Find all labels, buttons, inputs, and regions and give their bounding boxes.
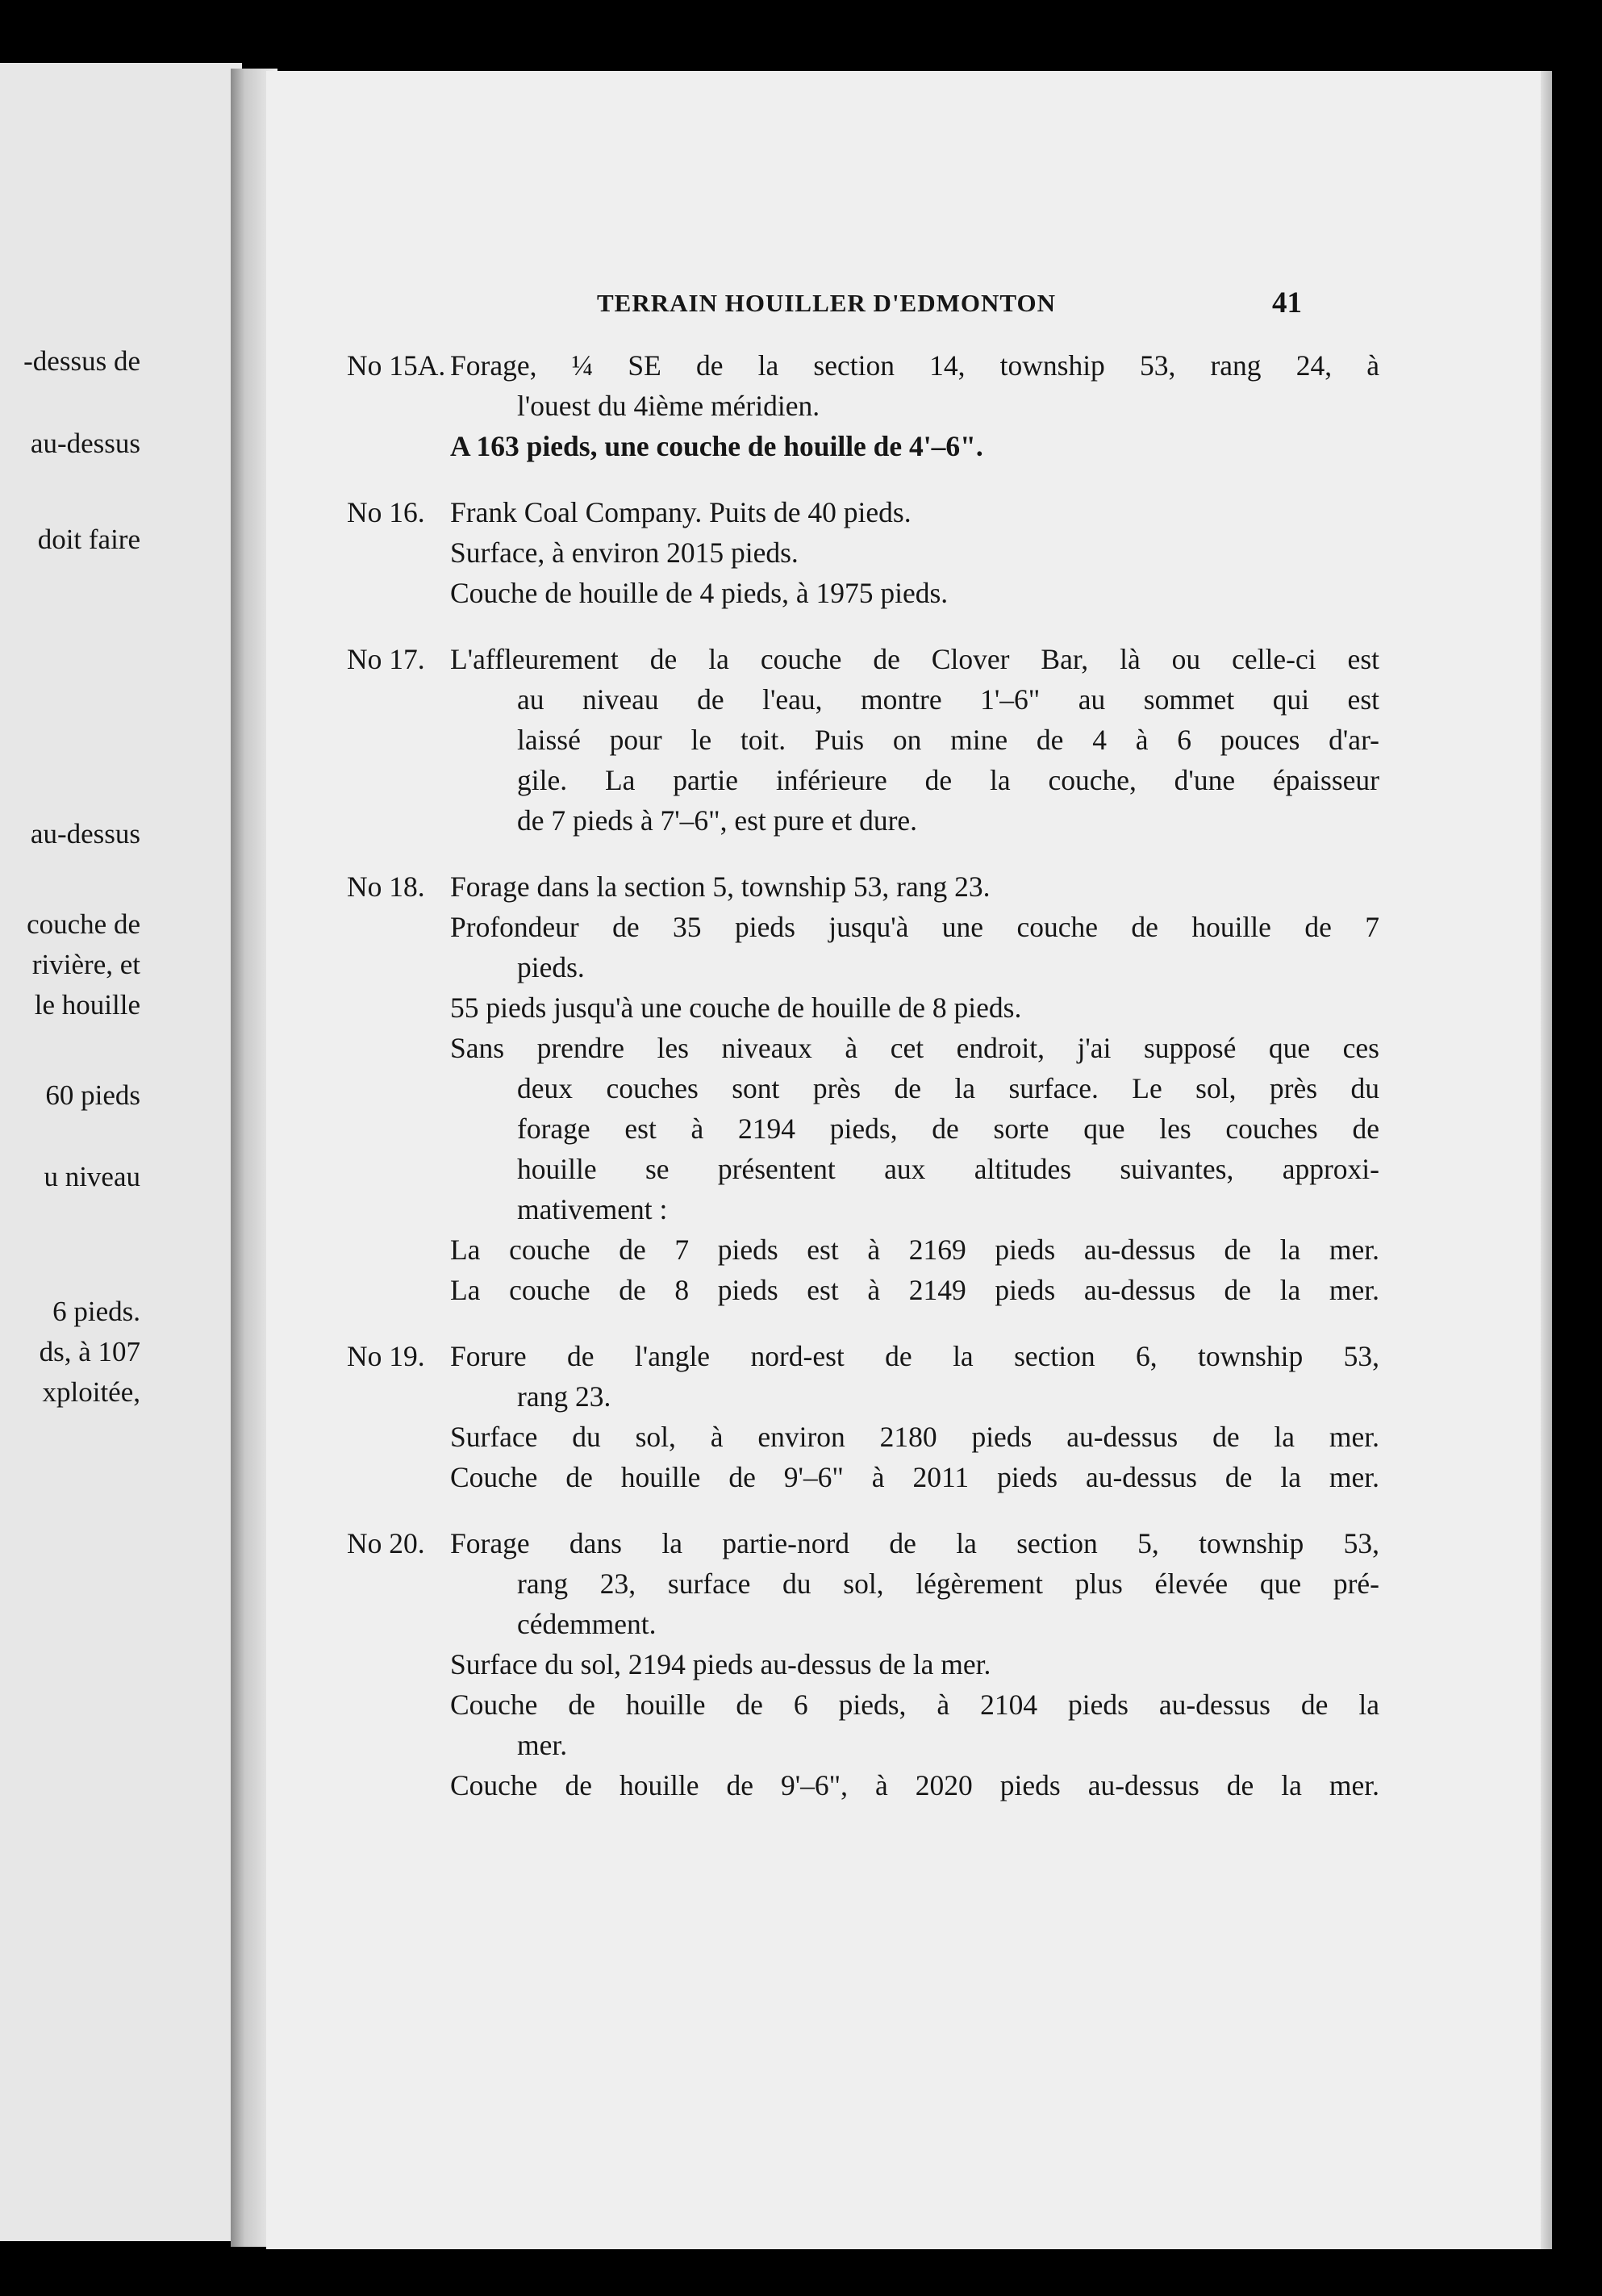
entry-line: 55 pieds jusqu'à une couche de houille de 8 pieds. xyxy=(450,991,1022,1024)
entry-number: No 15A. xyxy=(347,349,446,382)
entry-16 xyxy=(347,492,1379,613)
left-page-fragment: au-dessus xyxy=(30,428,140,459)
book-page xyxy=(266,71,1552,2249)
entry-line: l'ouest du 4ième méridien. xyxy=(517,390,820,422)
entry-line: Couche de houille de 9'–6" à 2011 pieds au-dessus de la mer. xyxy=(450,1461,1379,1493)
entry-line: La couche de 8 pieds est à 2149 pieds au-dessus de la mer. xyxy=(450,1274,1379,1306)
entry-line: deux couches sont près de la surface. Le sol, près du xyxy=(517,1072,1379,1104)
page-body xyxy=(347,345,1379,1831)
entry-line: pieds. xyxy=(517,951,585,983)
left-page-fragment: xploitée, xyxy=(42,1376,140,1408)
entry-19 xyxy=(347,1336,1379,1497)
entry-line: L'affleurement de la couche de Clover Bar, là ou celle-ci est xyxy=(450,643,1379,675)
entry-line: de 7 pieds à 7'–6", est pure et dure. xyxy=(517,804,918,837)
entry-line: Surface du sol, à environ 2180 pieds au-dessus de la mer. xyxy=(450,1421,1379,1453)
entry-17 xyxy=(347,639,1379,841)
entry-line: mativement : xyxy=(517,1193,668,1225)
entry-line: Couche de houille de 4 pieds, à 1975 pieds. xyxy=(450,577,949,609)
left-page-fragment: -dessus de xyxy=(23,345,140,377)
entry-line: gile. La partie inférieure de la couche, d'une épaisseur xyxy=(517,764,1379,796)
entry-line: houille se présentent aux altitudes suivantes, approxi- xyxy=(517,1153,1379,1185)
entry-line: Surface du sol, 2194 pieds au-dessus de la mer. xyxy=(450,1648,991,1680)
entry-line: Forure de l'angle nord-est de la section 6, township 53, xyxy=(450,1340,1379,1372)
entry-line: Sans prendre les niveaux à cet endroit, j'ai supposé que ces xyxy=(450,1032,1379,1064)
entry-15a xyxy=(347,345,1379,466)
page-header xyxy=(266,286,1552,329)
entry-number: No 16. xyxy=(347,496,425,528)
left-page-fragment: 60 pieds xyxy=(45,1079,140,1111)
left-page-fragment: le houille xyxy=(34,989,140,1021)
page-edge-shadow xyxy=(1541,71,1552,2249)
page-number: 41 xyxy=(1272,286,1302,319)
left-page-fragment: rivière, et xyxy=(31,949,140,980)
entry-line: Surface, à environ 2015 pieds. xyxy=(450,536,799,569)
entry-number: No 19. xyxy=(347,1340,425,1372)
left-page-fragment: 6 pieds. xyxy=(52,1296,140,1327)
entry-20 xyxy=(347,1523,1379,1805)
entry-line: Forage dans la section 5, township 53, rang 23. xyxy=(450,870,991,903)
entry-line: Frank Coal Company. Puits de 40 pieds. xyxy=(450,496,912,528)
entry-line: Couche de houille de 9'–6", à 2020 pieds au-dessus de la mer. xyxy=(450,1769,1379,1801)
entry-number: No 20. xyxy=(347,1527,425,1559)
entry-line: Forage dans la partie-nord de la section 5, township 53, xyxy=(450,1527,1379,1559)
entry-line: Profondeur de 35 pieds jusqu'à une couche de houille de 7 xyxy=(450,911,1379,943)
entry-line: cédemment. xyxy=(517,1608,657,1640)
left-page-fragment: au-dessus xyxy=(30,818,140,850)
entry-line: rang 23, surface du sol, légèrement plus élevée que pré- xyxy=(517,1568,1379,1600)
entry-number: No 17. xyxy=(347,643,425,675)
left-page-fragment: u niveau xyxy=(44,1161,140,1192)
left-page-fragment: couche de xyxy=(27,908,140,940)
entry-number: No 18. xyxy=(347,870,425,903)
entry-18 xyxy=(347,866,1379,1310)
left-page-fragment: doit faire xyxy=(37,524,140,555)
running-title: TERRAIN HOUILLER D'EDMONTON xyxy=(597,289,1057,317)
entry-line: forage est à 2194 pieds, de sorte que les couches de xyxy=(517,1113,1379,1145)
left-page-fragment: ds, à 107 xyxy=(39,1336,140,1367)
entry-line: mer. xyxy=(517,1729,568,1761)
entry-line: A 163 pieds, une couche de houille de 4'–6". xyxy=(450,430,983,462)
entry-line: laissé pour le toit. Puis on mine de 4 à 6 pouces d'ar- xyxy=(517,724,1379,756)
entry-line: rang 23. xyxy=(517,1380,611,1413)
left-facing-page xyxy=(0,63,242,2241)
entry-line: au niveau de l'eau, montre 1'–6" au sommet qui est xyxy=(517,683,1379,716)
entry-line: La couche de 7 pieds est à 2169 pieds au-dessus de la mer. xyxy=(450,1234,1379,1266)
entry-line: Couche de houille de 6 pieds, à 2104 pieds au-dessus de la xyxy=(450,1689,1379,1721)
entry-line: Forage, ¼ SE de la section 14, township 53, rang 24, à xyxy=(450,349,1379,382)
